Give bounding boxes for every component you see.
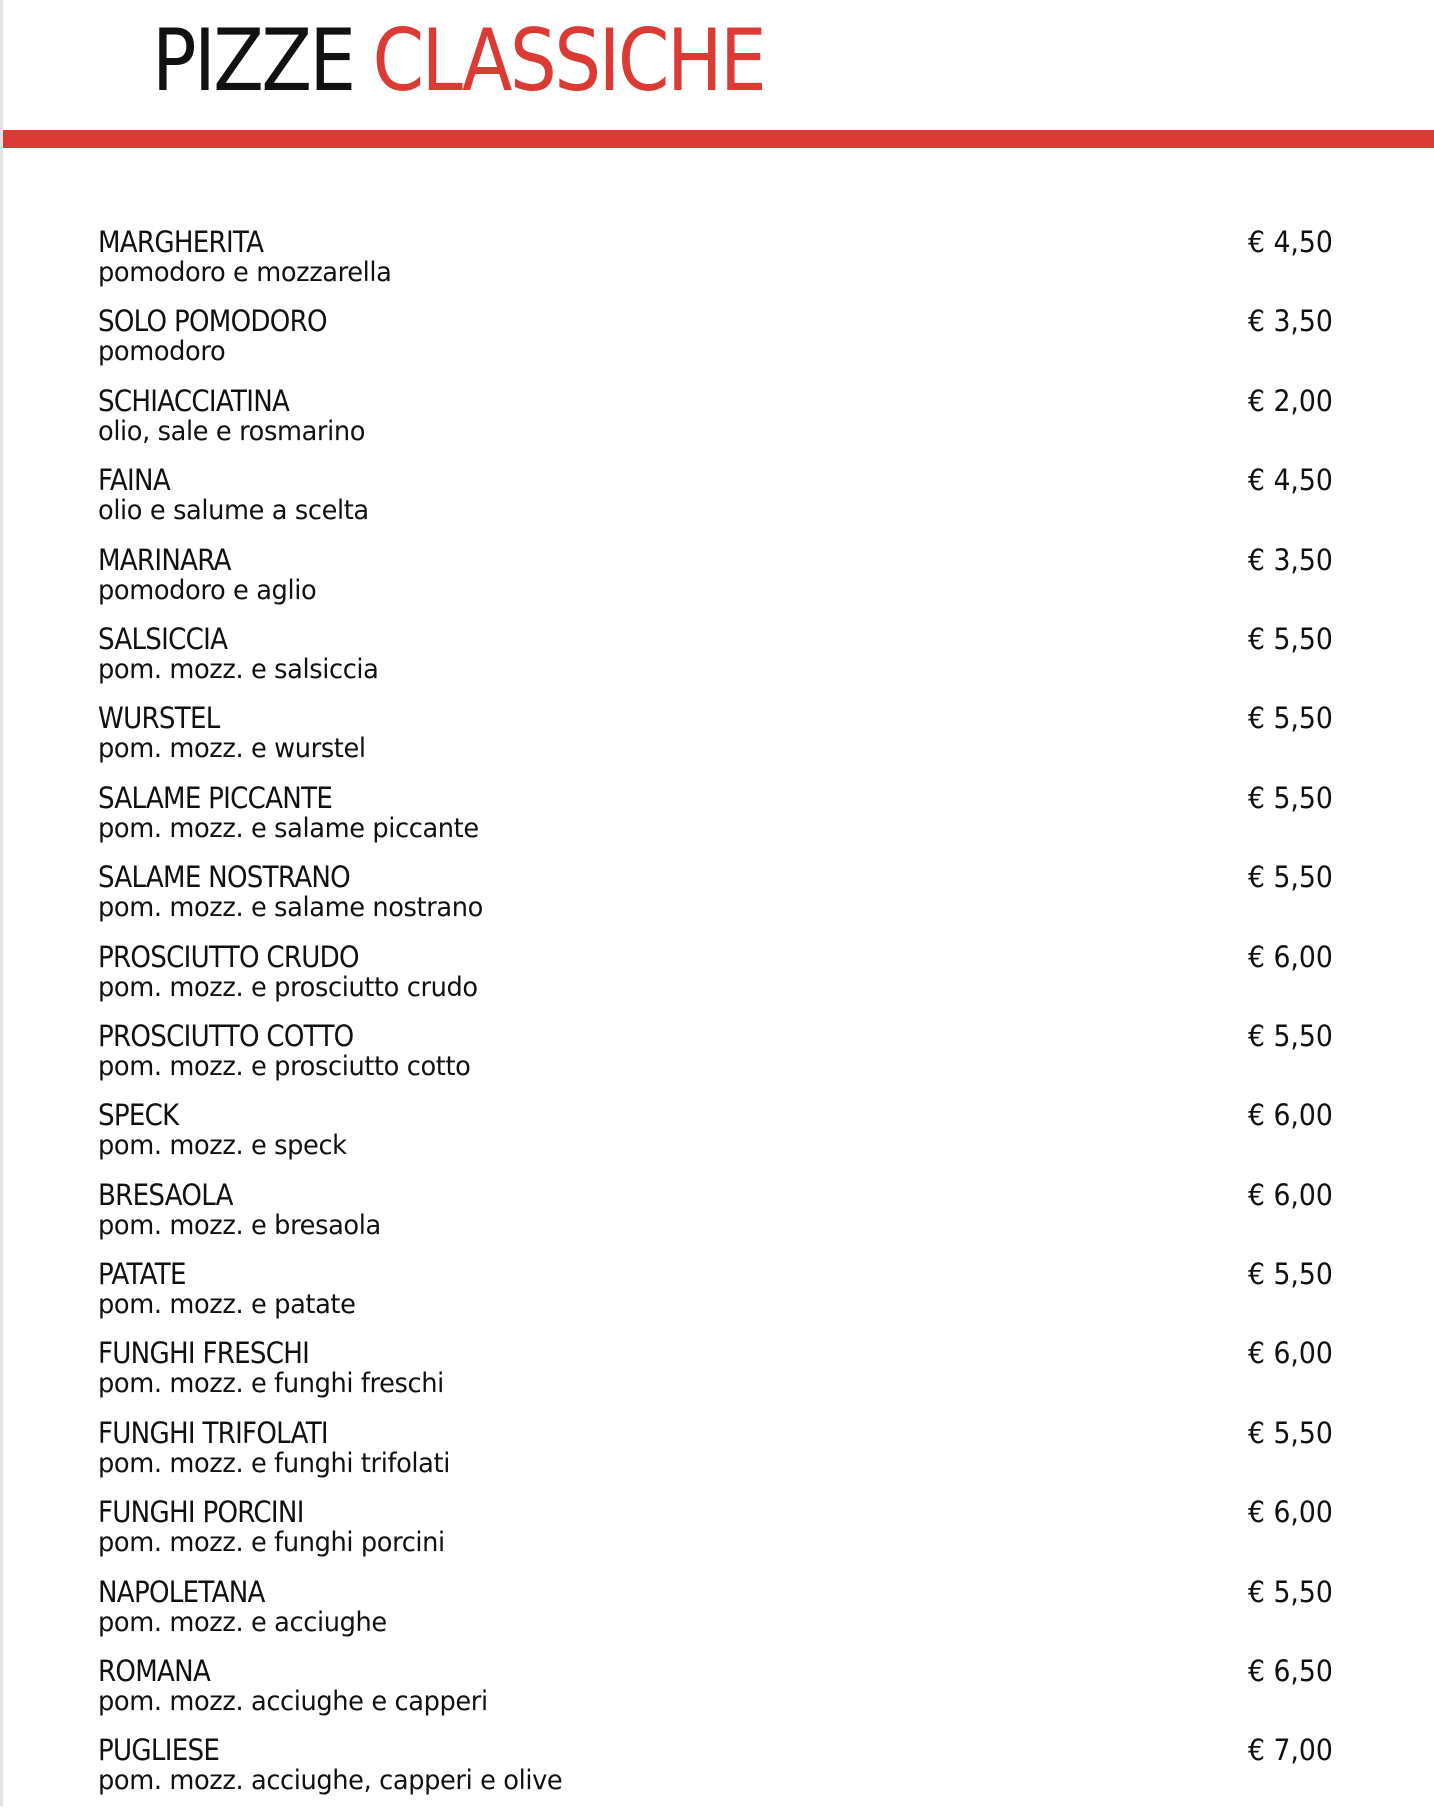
menu-item-description: pom. mozz. e speck <box>98 1130 347 1162</box>
menu-item-description: pom. mozz. e salsiccia <box>98 653 379 685</box>
page-left-edge <box>0 0 3 1806</box>
menu-item-name: SCHIACCIATINA <box>98 383 290 418</box>
menu-item <box>98 1416 1338 1495</box>
menu-item-description: pom. mozz. acciughe e capperi <box>98 1686 488 1718</box>
menu-item-name: PROSCIUTTO COTTO <box>98 1018 354 1053</box>
menu-item-name: SALSICCIA <box>98 621 228 656</box>
menu-item-name: PUGLIESE <box>98 1733 220 1768</box>
menu-item-price: € 5,50 <box>1248 1415 1333 1450</box>
menu-item-description: pom. mozz. e funghi freschi <box>98 1368 444 1400</box>
menu-item-name: FAINA <box>98 463 170 498</box>
menu-item-description: pomodoro e aglio <box>98 574 317 606</box>
menu-item-description: pom. mozz. e acciughe <box>98 1606 387 1638</box>
menu-item-name: WURSTEL <box>98 701 220 736</box>
menu-item-price: € 2,00 <box>1248 383 1333 418</box>
menu-item-description: pom. mozz. e prosciutto crudo <box>98 971 478 1003</box>
menu-item-name: PATATE <box>98 1257 186 1292</box>
menu-item <box>98 1733 1338 1812</box>
menu-item-price: € 6,00 <box>1248 939 1333 974</box>
menu-item-description: pom. mozz. e funghi porcini <box>98 1527 445 1559</box>
menu-item-name: SPECK <box>98 1098 179 1133</box>
menu-item-price: € 5,50 <box>1248 860 1333 895</box>
menu-item <box>98 1575 1338 1654</box>
menu-item <box>98 1257 1338 1336</box>
page-title <box>152 6 764 116</box>
menu-item-description: olio, sale e rosmarino <box>98 415 366 447</box>
menu-item-description: pom. mozz. e wurstel <box>98 733 366 765</box>
menu-item-description: pom. mozz. e salame nostrano <box>98 892 483 924</box>
menu-item-price: € 6,50 <box>1248 1654 1333 1689</box>
menu-item-name: SALAME NOSTRANO <box>98 860 350 895</box>
menu-item <box>98 543 1338 622</box>
menu-item-price: € 6,00 <box>1248 1177 1333 1212</box>
menu-item <box>98 1178 1338 1257</box>
menu-item-price: € 5,50 <box>1248 780 1333 815</box>
title-word-pizze: PIZZE <box>152 11 354 111</box>
menu-list <box>98 225 1338 1813</box>
menu-item-price: € 6,00 <box>1248 1495 1333 1530</box>
menu-item-description: pom. mozz. e prosciutto cotto <box>98 1050 471 1082</box>
menu-item-description: pomodoro <box>98 336 226 368</box>
menu-item-price: € 6,00 <box>1248 1098 1333 1133</box>
menu-item-name: NAPOLETANA <box>98 1574 265 1609</box>
menu-item-price: € 4,50 <box>1248 463 1333 498</box>
menu-item-description: olio e salume a scelta <box>98 495 369 527</box>
menu-item <box>98 940 1338 1019</box>
menu-item-price: € 7,00 <box>1248 1733 1333 1768</box>
menu-item-description: pomodoro e mozzarella <box>98 257 392 288</box>
menu-item-name: ROMANA <box>98 1654 211 1689</box>
menu-item-name: FUNGHI FRESCHI <box>98 1336 310 1371</box>
menu-item-name: PROSCIUTTO CRUDO <box>98 939 359 974</box>
menu-item-price: € 3,50 <box>1248 542 1333 577</box>
menu-item-price: € 5,50 <box>1248 1018 1333 1053</box>
title-word-classiche: CLASSICHE <box>372 11 765 111</box>
menu-item-description: pom. mozz. e salame piccante <box>98 812 479 844</box>
menu-item <box>98 622 1338 701</box>
menu-item-name: SALAME PICCANTE <box>98 780 333 815</box>
menu-item-price: € 5,50 <box>1248 701 1333 736</box>
menu-item-price: € 5,50 <box>1248 621 1333 656</box>
menu-item-name: FUNGHI TRIFOLATI <box>98 1415 328 1450</box>
menu-item-price: € 4,50 <box>1248 225 1333 259</box>
menu-item-name: MARGHERITA <box>98 225 264 259</box>
header-divider <box>3 130 1434 148</box>
menu-item <box>98 781 1338 860</box>
menu-item-name: MARINARA <box>98 542 231 577</box>
menu-item-price: € 3,50 <box>1248 304 1333 339</box>
menu-item <box>98 1098 1338 1177</box>
menu-item-name: FUNGHI PORCINI <box>98 1495 304 1530</box>
menu-item <box>98 1654 1338 1733</box>
menu-item <box>98 384 1338 463</box>
menu-item-description: pom. mozz. acciughe, capperi e olive <box>98 1765 563 1797</box>
menu-item-price: € 6,00 <box>1248 1336 1333 1371</box>
menu-item-description: pom. mozz. e bresaola <box>98 1209 381 1241</box>
menu-item <box>98 1019 1338 1098</box>
menu-item-description: pom. mozz. e funghi trifolati <box>98 1447 450 1479</box>
menu-item-price: € 5,50 <box>1248 1257 1333 1292</box>
menu-item <box>98 304 1338 383</box>
menu-item-name: BRESAOLA <box>98 1177 233 1212</box>
menu-item <box>98 860 1338 939</box>
menu-item <box>98 701 1338 780</box>
menu-item-price: € 5,50 <box>1248 1574 1333 1609</box>
menu-item <box>98 1336 1338 1415</box>
menu-item <box>98 1495 1338 1574</box>
menu-item <box>98 225 1338 304</box>
menu-item-name: SOLO POMODORO <box>98 304 327 339</box>
menu-item-description: pom. mozz. e patate <box>98 1289 356 1321</box>
page-header <box>152 6 864 116</box>
menu-item <box>98 463 1338 542</box>
